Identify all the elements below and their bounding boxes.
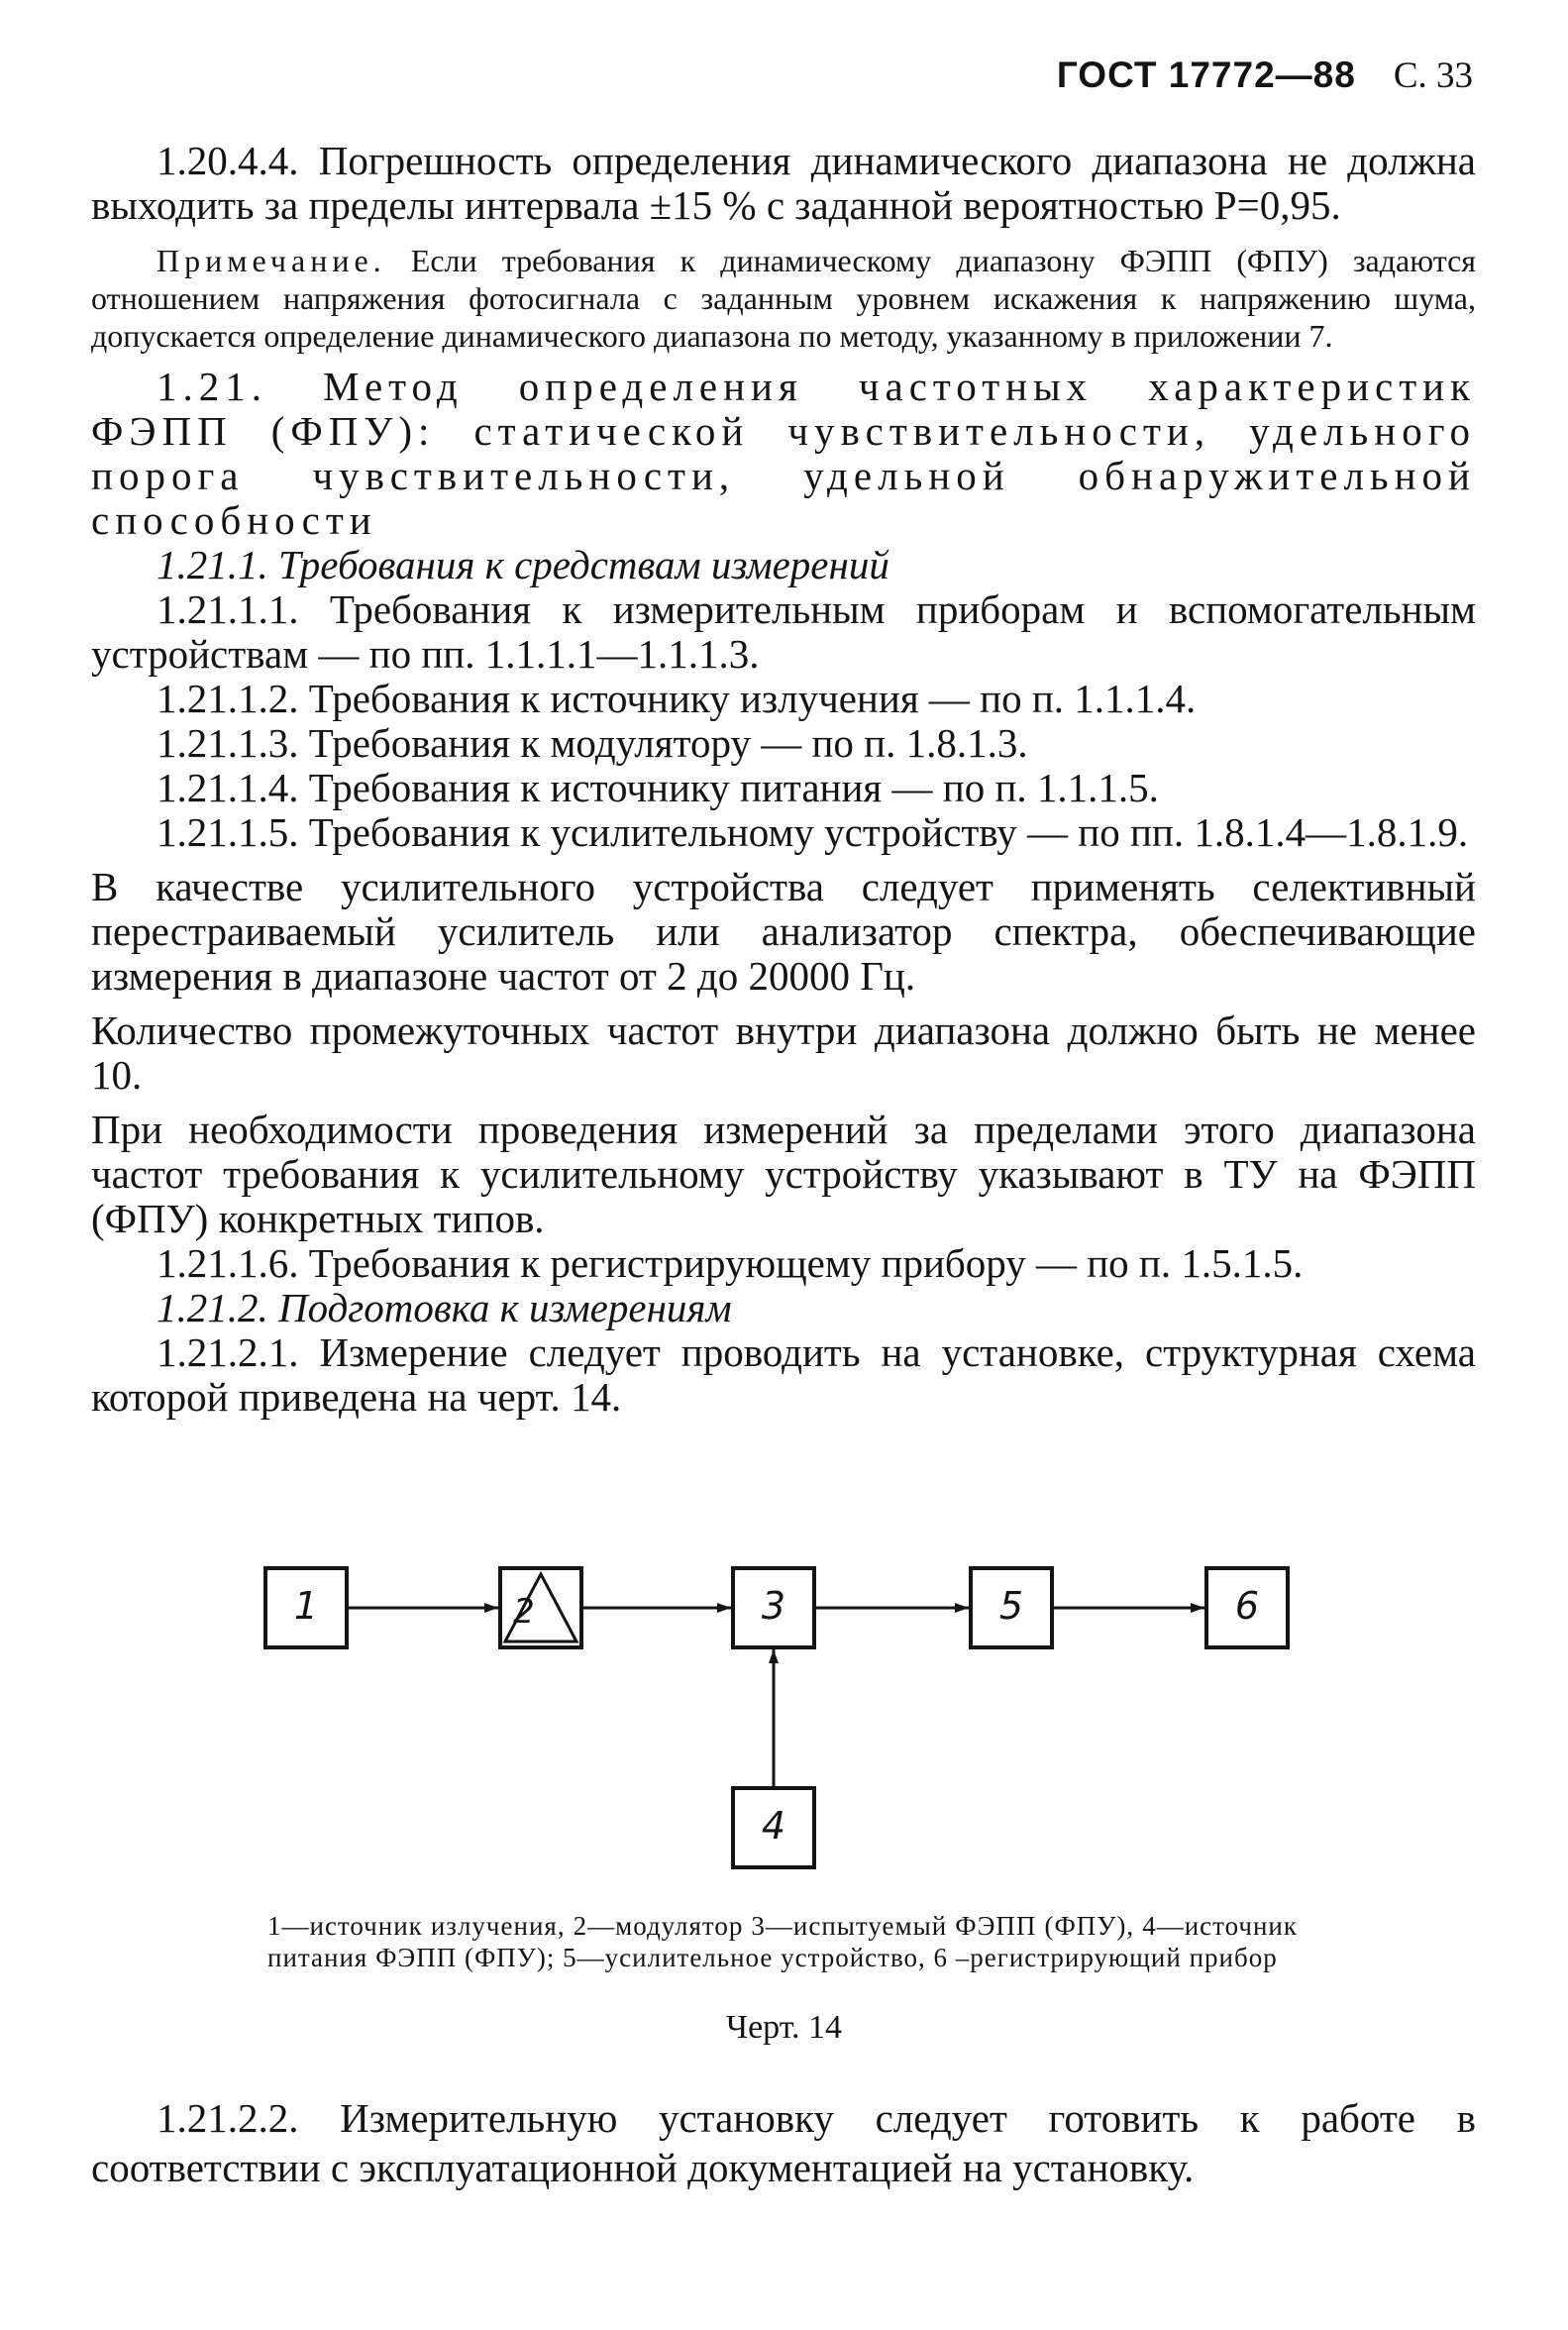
- standard-number: ГОСТ 17772—88: [1056, 54, 1356, 95]
- paragraph-1-21-1-3: 1.21.1.3. Требования к модулятору — по п. 1.8.1.3.: [157, 720, 1028, 766]
- block-4-label: 4: [761, 1804, 786, 1848]
- paragraph-1-21-1-1: 1.21.1.1. Требования к измерительным приборам и вспомогательным устройствам — по пп. 1.1.1.1—1.1.1.3.: [91, 586, 1476, 677]
- section-1-21-title: 1.21. Метод определения частотных характеристик ФЭПП (ФПУ): статической чувствительности, удельного порога чувствительности, удельной обнаружительной способности: [91, 364, 1476, 543]
- block-diagram: [0, 1550, 1568, 1947]
- note-label: Примечание.: [157, 243, 386, 278]
- paragraph-count: Количество промежуточных частот внутри диапазона должно быть не менее 10.: [91, 1007, 1476, 1098]
- paragraph-outside-range: При необходимости проведения измерений за пределами этого диапазона частот требования к усилительному устройству указывают в ТУ на ФЭПП (ФПУ) конкретных типов.: [91, 1107, 1476, 1241]
- block-1-label: 1: [293, 1584, 319, 1628]
- paragraph-amplifier: В качестве усилительного устройства следует применять селективный перестраиваемый усилитель или анализатор спектра, обеспечивающие измерения в диапазоне частот от 2 до 20000 Гц.: [91, 864, 1476, 999]
- final-paragraph: [91, 2093, 1476, 2192]
- note-text: Если требования к динамическому диапазону ФЭПП (ФПУ) задаются отношением напряжения фотосигнала с заданным уровнем искажения к напряжению шума, допускается определение динамического диапазона по методу, указанному в приложении 7.: [91, 243, 1477, 354]
- block-6-label: 6: [1234, 1584, 1260, 1628]
- figure-caption: 1—источник излучения, 2—модулятор 3—испытуемый ФЭПП (ФПУ), 4—источник питания ФЭПП (ФПУ); 5—усилительное устройство, 6 –регистрирующий прибор: [267, 1911, 1298, 1972]
- paragraph-1-21-1-6: 1.21.1.6. Требования к регистрирующему прибору — по п. 1.5.1.5.: [157, 1240, 1304, 1286]
- block-3-label: 3: [761, 1584, 786, 1628]
- block-5-label: 5: [998, 1584, 1024, 1628]
- paragraph-1-21-1-4: 1.21.1.4. Требования к источнику питания — по п. 1.1.1.5.: [157, 765, 1159, 810]
- note: [91, 242, 1476, 355]
- page-header: [1057, 54, 1473, 97]
- page-number: С. 33: [1393, 55, 1473, 96]
- paragraph-1-20-4-4: 1.20.4.4. Погрешность определения динамического диапазона не должна выходить за пределы интервала ±15 % с заданной вероятностью P=0,95.: [91, 138, 1476, 228]
- block-2-label: 2: [513, 1592, 535, 1632]
- subsection-1-21-1: 1.21.1. Требования к средствам измерений: [157, 542, 889, 587]
- paragraph-1-21-1-5: 1.21.1.5. Требования к усилительному устройству — по пп. 1.8.1.4—1.8.1.9.: [157, 809, 1469, 855]
- subsection-1-21-2: 1.21.2. Подготовка к измерениям: [157, 1285, 732, 1330]
- paragraph-1-21-1-2: 1.21.1.2. Требования к источнику излучения — по п. 1.1.1.4.: [157, 676, 1197, 721]
- figure-label: Черт. 14: [725, 2009, 843, 2046]
- paragraph-1-21-2-1: 1.21.2.1. Измерение следует проводить на установке, структурная схема которой приведена на черт. 14.: [91, 1329, 1476, 1420]
- paragraph-1-21-2-2: 1.21.2.2. Измерительную установку следует готовить к работе в соответствии с эксплуатационной документацией на установку.: [91, 2095, 1476, 2190]
- main-text: [91, 139, 1476, 1420]
